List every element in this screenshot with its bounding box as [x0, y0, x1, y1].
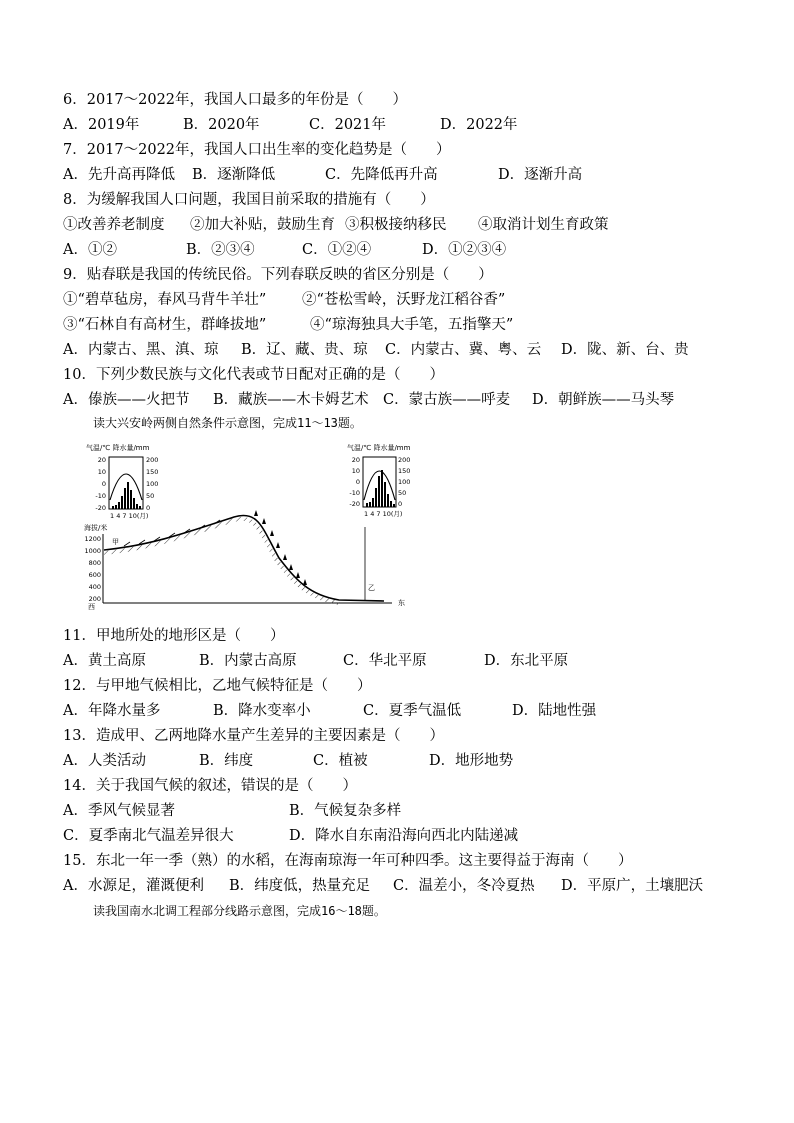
q15-option-a: A．水源足，灌溉便利 — [63, 878, 204, 894]
q7-option-b: B．逐渐降低 — [192, 167, 276, 183]
east-label: 东 — [398, 599, 405, 607]
q15-option-c: C．温差小，冬冷夏热 — [393, 878, 535, 894]
left-precip-tick: 100 — [146, 480, 159, 488]
right-temp-tick: 20 — [351, 456, 360, 464]
q9-couplet-3: ③“石林自有高材生，群峰拔地” — [63, 317, 267, 333]
q13-option-b: B．纬度 — [199, 753, 254, 769]
terrain-climate-figure — [84, 440, 424, 612]
altitude-axis-label: 海拔/米 — [84, 524, 108, 532]
question-11-stem: 11．甲地所处的地形区是（ ） — [63, 628, 285, 644]
altitude-tick: 800 — [88, 559, 101, 567]
left-chart-title: 气温/℃ 降水量/mm — [86, 444, 150, 452]
left-temp-tick: 20 — [97, 456, 106, 464]
question-15-stem: 15．东北一年一季（熟）的水稻，在海南琼海一年可种四季。这主要得益于海南（ ） — [63, 853, 633, 869]
left-precip-tick: 0 — [146, 504, 151, 512]
jia-location-label: 甲 — [112, 538, 119, 546]
q11-option-c: C．华北平原 — [343, 653, 427, 669]
q9-couplet-2: ②“苍松雪岭，沃野龙江稻谷香” — [302, 292, 506, 308]
right-precip-tick: 0 — [398, 500, 403, 508]
q9-option-b: B．辽、藏、贵、琼 — [241, 342, 368, 358]
altitude-tick: 1200 — [84, 535, 101, 543]
right-precip-tick: 200 — [398, 456, 411, 464]
q8-measure-1: ①改善养老制度 — [63, 217, 165, 233]
question-6-stem: 6．2017～2022年，我国人口最多的年份是（ ） — [63, 92, 408, 108]
q9-couplet-4: ④“琼海独具大手笔，五指擎天” — [310, 317, 514, 333]
left-precip-tick: 200 — [146, 456, 159, 464]
question-9-stem: 9．贴春联是我国的传统民俗。下列春联反映的省区分别是（ ） — [63, 267, 493, 283]
q10-option-d: D．朝鲜族——马头琴 — [532, 392, 675, 408]
q6-option-a: A．2019年 — [63, 117, 140, 133]
forest-symbols — [254, 510, 307, 585]
q12-option-c: C．夏季气温低 — [363, 703, 462, 719]
right-precip-tick: 150 — [398, 467, 411, 475]
q9-option-c: C．内蒙古、冀、粤、云 — [385, 342, 542, 358]
question-8-stem: 8．为缓解我国人口问题，我国目前采取的措施有（ ） — [63, 192, 435, 208]
question-7-stem: 7．2017～2022年，我国人口出生率的变化趋势是（ ） — [63, 142, 451, 158]
q8-option-a: A．①② — [63, 242, 117, 258]
right-temp-tick: -10 — [349, 489, 360, 497]
q13-option-d: D．地形地势 — [429, 753, 514, 769]
q8-measure-3: ③积极接纳移民 — [345, 217, 447, 233]
right-month-ticks: 1 4 7 10(月) — [364, 510, 403, 518]
west-label: 西 — [88, 603, 95, 611]
q7-option-a: A．先升高再降低 — [63, 167, 175, 183]
q9-couplet-1: ①“碧草毡房，春风马背牛羊壮” — [63, 292, 267, 308]
q8-option-d: D．①②③④ — [422, 242, 507, 258]
q6-option-b: B．2020年 — [183, 117, 260, 133]
q12-option-a: A．年降水量多 — [63, 703, 161, 719]
right-precip-tick: 100 — [398, 478, 411, 486]
left-precip-tick: 50 — [146, 492, 155, 500]
left-temp-tick: 0 — [101, 480, 106, 488]
q7-option-d: D．逐渐升高 — [498, 167, 583, 183]
q10-option-a: A．傣族——火把节 — [63, 392, 190, 408]
q8-measure-2: ②加大补贴，鼓励生育 — [190, 217, 335, 233]
question-14-stem: 14．关于我国气候的叙述，错误的是（ ） — [63, 778, 357, 794]
left-temp-tick: -20 — [95, 504, 106, 512]
q14-option-c: C．夏季南北气温差异很大 — [63, 828, 234, 844]
q7-option-c: C．先降低再升高 — [325, 167, 438, 183]
q14-option-b: B．气候复杂多样 — [289, 803, 402, 819]
q10-option-c: C．蒙古族——呼麦 — [383, 392, 511, 408]
q10-option-b: B．藏族——木卡姆艺术 — [213, 392, 369, 408]
left-precip-tick: 150 — [146, 468, 159, 476]
altitude-tick: 600 — [88, 571, 101, 579]
question-12-stem: 12．与甲地气候相比，乙地气候特征是（ ） — [63, 678, 372, 694]
right-precip-bars — [366, 470, 395, 507]
left-month-ticks: 1 4 7 10(月) — [110, 512, 149, 520]
right-temp-tick: 0 — [355, 478, 360, 486]
q14-option-d: D．降水自东南沿海向西北内陆递减 — [289, 828, 519, 844]
terrain-hatching — [104, 519, 339, 603]
q11-option-b: B．内蒙古高原 — [199, 653, 297, 669]
altitude-tick: 400 — [88, 583, 101, 591]
figure-intro-16-18: 读我国南水北调工程部分线路示意图，完成16～18题。 — [93, 904, 386, 918]
left-temp-tick: 10 — [97, 468, 106, 476]
question-13-stem: 13．造成甲、乙两地降水量产生差异的主要因素是（ ） — [63, 728, 444, 744]
yi-location-label: 乙 — [368, 584, 375, 592]
q9-option-d: D．陇、新、台、贵 — [561, 342, 689, 358]
q15-option-b: B．纬度低，热量充足 — [229, 878, 371, 894]
right-climate-chart — [347, 443, 411, 518]
q9-option-a: A．内蒙古、黑、滇、琼 — [63, 342, 219, 358]
terrain-profile — [104, 515, 384, 601]
left-temp-tick: -10 — [95, 492, 106, 500]
altitude-tick: 200 — [88, 595, 101, 603]
q8-measure-4: ④取消计划生育政策 — [478, 217, 609, 233]
windward-airflow-arrows — [124, 520, 220, 546]
q13-option-c: C．植被 — [313, 753, 368, 769]
altitude-tick: 1000 — [84, 547, 101, 555]
right-chart-title: 气温/℃ 降水量/mm — [347, 444, 411, 452]
q6-option-d: D．2022年 — [440, 117, 518, 133]
figure-intro-11-13: 读大兴安岭两侧自然条件示意图，完成11～13题。 — [93, 416, 362, 430]
q6-option-c: C．2021年 — [309, 117, 386, 133]
q13-option-a: A．人类活动 — [63, 753, 146, 769]
right-temp-tick: -20 — [349, 500, 360, 508]
q8-option-b: B．②③④ — [186, 242, 255, 258]
q12-option-d: D．陆地性强 — [512, 703, 597, 719]
q15-option-d: D．平原广，土壤肥沃 — [561, 878, 704, 894]
q12-option-b: B．降水变率小 — [213, 703, 311, 719]
left-climate-chart — [86, 443, 158, 520]
right-temp-tick: 10 — [351, 467, 360, 475]
q11-option-a: A．黄土高原 — [63, 653, 146, 669]
q8-option-c: C．①②④ — [302, 242, 372, 258]
right-precip-tick: 50 — [398, 489, 407, 497]
q14-option-a: A．季风气候显著 — [63, 803, 175, 819]
question-10-stem: 10．下列少数民族与文化代表或节日配对正确的是（ ） — [63, 367, 444, 383]
q11-option-d: D．东北平原 — [484, 653, 569, 669]
